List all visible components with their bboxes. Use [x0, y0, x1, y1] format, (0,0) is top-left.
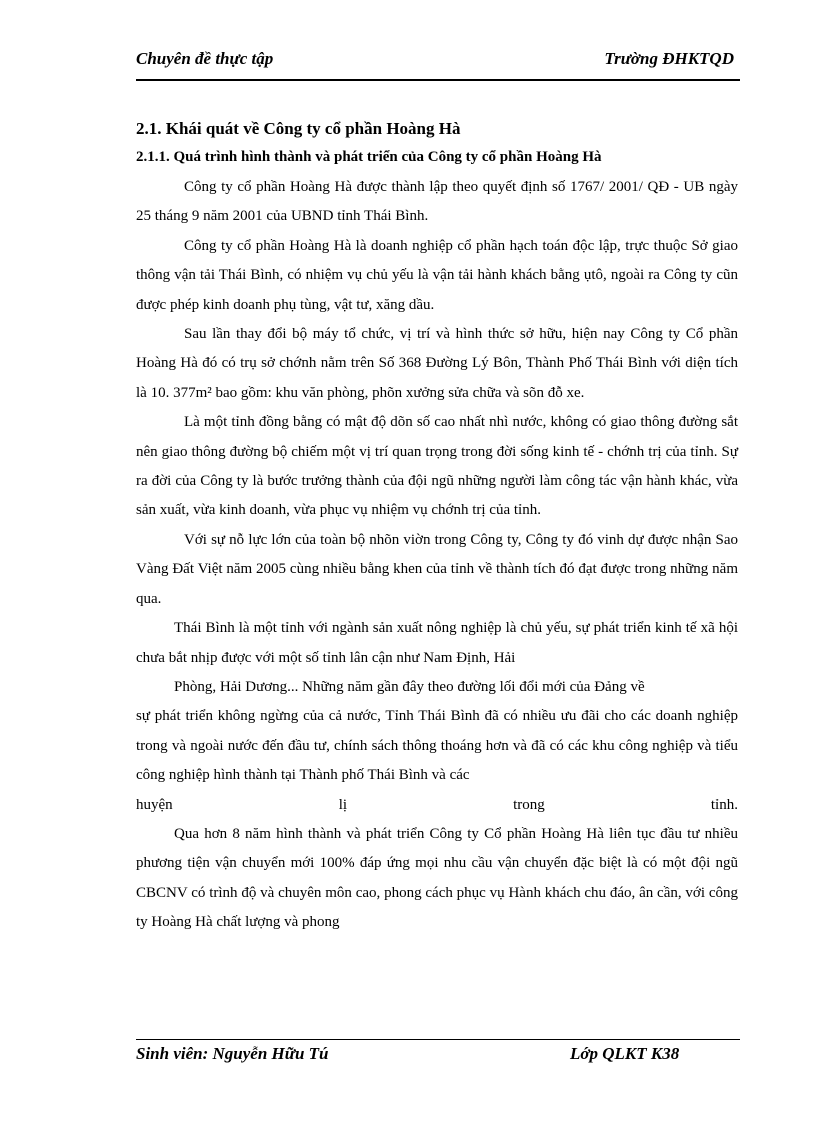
paragraph-3: Sau lần thay đổi bộ máy tổ chức, vị trí và hình thức sở hữu, hiện nay Công ty Cổ phần Hoàng Hà đó có trụ sở chớnh nằm trên Số 368 Đường Lý Bôn, Thành Phố Thái Bình với diện tích là 10. 377m² bao gồm: khu văn phòng, phõn xưởng sửa chữa và sõn đỗ xe. [136, 326, 738, 401]
header-left: Chuyên đề thực tập [136, 49, 274, 68]
footer-rule [136, 1039, 740, 1040]
spread-word: tỉnh. [710, 796, 738, 813]
footer-right: Lớp QLKT K38 [570, 1044, 680, 1063]
paragraph-6-line-1: Thái Bình là một tỉnh với ngành sản xuất nông nghiệp là chủ yếu, sự phát triển kinh tế xã hội chưa bắt nhịp được với một số tỉnh lân cận như Nam Định, Hải [136, 620, 738, 666]
header-right: Trường ĐHKTQD [604, 49, 734, 68]
paragraph-6-spread-line [136, 791, 738, 820]
paragraph-6-line-3: sự phát triển không ngừng của cả nước, Tỉnh Thái Bình đã có nhiều ưu đãi cho các doanh nghiệp trong và ngoài nước đến đầu tư, chính sách thông thoáng hơn và đã có các khu công nghiệp và tiểu công nghiệp hình thành tại Thành phố Thái Bình và các [136, 708, 738, 784]
header-rule [136, 79, 740, 81]
page-body [136, 117, 738, 938]
paragraph-7: Qua hơn 8 năm hình thành và phát triển Công ty Cổ phần Hoàng Hà liên tục đầu tư nhiều phương tiện vận chuyển mới 100% đáp ứng mọi nhu cầu vận chuyển đặc biệt là có một đội ngũ CBCNV có trình độ và chuyên môn cao, phong cách phục vụ Hành khách chu đáo, ân cần, với công ty Hoàng Hà chất lượng và phong [136, 825, 738, 931]
paragraph-2: Công ty cổ phần Hoàng Hà là doanh nghiệp cổ phần hạch toán độc lập, trực thuộc Sở giao thông vận tải Thái Bình, có nhiệm vụ chủ yếu là vận tải hành khách bằng ụtô, ngoài ra Công ty cũn được phép kinh doanh phụ tùng, vật tư, xăng dầu. [136, 237, 738, 313]
spread-word: trong [513, 796, 545, 813]
paragraph-4: Là một tỉnh đồng bằng có mật độ dõn số cao nhất nhì nước, không có giao thông đường sắt nên giao thông đường bộ chiếm một vị trí quan trọng trong đời sống kinh tế - chớnh trị của tỉnh. Sự ra đời của Công ty là bước trưởng thành của đội ngũ những người làm công tác vận hành khác, vừa sản xuất, vừa kinh doanh, vừa phục vụ nhiệm vụ chớnh trị của tỉnh. [136, 414, 738, 519]
paragraph-6-line-2: Phòng, Hải Dương... Những năm gần đây theo đường lối đổi mới của Đảng về [174, 678, 645, 695]
spread-word: huyện [136, 796, 173, 813]
page-header [136, 49, 740, 69]
subsection-title: 2.1.1. Quá trình hình thành và phát triển của Công ty cổ phần Hoàng Hà [136, 149, 602, 165]
footer-left: Sinh viên: Nguyễn Hữu Tú [136, 1044, 329, 1063]
spread-word: lị [338, 796, 348, 813]
page-footer [136, 1044, 740, 1064]
section-title: 2.1. Khái quát về Công ty cổ phần Hoàng Hà [136, 119, 461, 138]
paragraph-5: Với sự nỗ lực lớn của toàn bộ nhõn viờn trong Công ty, Công ty đó vinh dự được nhận Sao Vàng Đất Việt năm 2005 cùng nhiều bằng khen của tỉnh về thành tích đó đạt được trong những năm qua. [136, 531, 738, 607]
paragraph-1: Công ty cổ phần Hoàng Hà được thành lập theo quyết định số 1767/ 2001/ QĐ - UB ngày 25 tháng 9 năm 2001 của UBND tỉnh Thái Bình. [136, 179, 738, 225]
